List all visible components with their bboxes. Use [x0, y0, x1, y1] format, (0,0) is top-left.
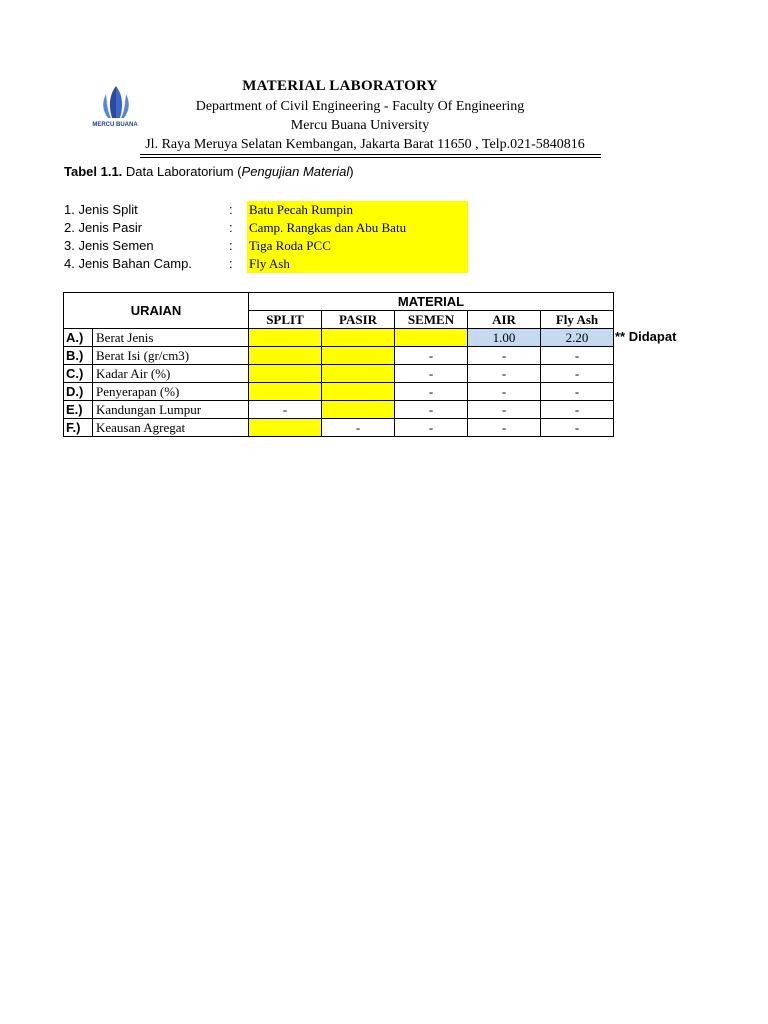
value-cell[interactable]: -: [395, 401, 468, 419]
col-header-air: AIR: [468, 311, 541, 329]
col-header-pasir: PASIR: [322, 311, 395, 329]
row-code: A.): [64, 329, 93, 347]
value-cell[interactable]: -: [541, 401, 614, 419]
input-cell[interactable]: [322, 329, 395, 347]
given-value-cell[interactable]: 2.20: [541, 329, 614, 347]
spec-label: 2. Jenis Pasir: [64, 220, 143, 235]
value-cell[interactable]: -: [395, 365, 468, 383]
input-cell[interactable]: [249, 347, 322, 365]
value-cell[interactable]: -: [322, 419, 395, 437]
address-line: Jl. Raya Meruya Selatan Kembangan, Jakarta Barat 11650 , Telp.021-5840816: [145, 137, 585, 152]
table-row: [64, 383, 614, 401]
spec-value-cell[interactable]: Camp. Rangkas dan Abu Batu: [247, 219, 468, 237]
spec-colon: :: [229, 202, 233, 217]
table-row: [64, 419, 614, 437]
value-cell[interactable]: -: [468, 365, 541, 383]
row-name: Berat Isi (gr/cm3): [93, 347, 249, 365]
university-line: Mercu Buana University: [290, 118, 430, 133]
input-cell[interactable]: [249, 383, 322, 401]
material-header: MATERIAL: [249, 293, 614, 311]
input-cell[interactable]: [322, 383, 395, 401]
value-cell[interactable]: -: [395, 347, 468, 365]
lab-title: MATERIAL LABORATORY: [242, 78, 438, 94]
spec-value-cell[interactable]: Batu Pecah Rumpin: [247, 201, 468, 219]
value-cell[interactable]: -: [468, 347, 541, 365]
value-cell[interactable]: -: [468, 383, 541, 401]
col-header-fly-ash: Fly Ash: [541, 311, 614, 329]
input-cell[interactable]: [249, 329, 322, 347]
given-value-cell[interactable]: 1.00: [468, 329, 541, 347]
logo-text: MERCU BUANA: [92, 122, 138, 128]
input-cell[interactable]: [322, 401, 395, 419]
value-cell[interactable]: -: [468, 419, 541, 437]
value-cell[interactable]: -: [395, 383, 468, 401]
row-code: F.): [64, 419, 93, 437]
letterhead: [0, 0, 768, 160]
spec-colon: :: [229, 220, 233, 235]
department-line: Department of Civil Engineering - Faculty Of Engineering: [195, 99, 525, 114]
row-name: Keausan Agregat: [93, 419, 249, 437]
spec-label: 4. Jenis Bahan Camp.: [64, 256, 192, 271]
spec-value-cell[interactable]: Fly Ash: [247, 255, 468, 273]
spec-value-cell[interactable]: Tiga Roda PCC: [247, 237, 468, 255]
uraian-header: URAIAN: [64, 293, 249, 329]
row-code: B.): [64, 347, 93, 365]
col-header-split: SPLIT: [249, 311, 322, 329]
header-rule: [140, 154, 601, 155]
header-row: [64, 293, 614, 311]
input-cell[interactable]: [249, 419, 322, 437]
row-code: D.): [64, 383, 93, 401]
table-row: [64, 365, 614, 383]
value-cell[interactable]: -: [249, 401, 322, 419]
spec-colon: :: [229, 238, 233, 253]
spec-colon: :: [229, 256, 233, 271]
row-code: C.): [64, 365, 93, 383]
value-cell[interactable]: -: [468, 401, 541, 419]
spec-label: 3. Jenis Semen: [64, 238, 154, 253]
material-table: [63, 292, 614, 437]
value-cell[interactable]: -: [541, 365, 614, 383]
input-cell[interactable]: [322, 365, 395, 383]
table-row: [64, 401, 614, 419]
row-code: E.): [64, 401, 93, 419]
table-row: [64, 329, 614, 347]
row-name: Kandungan Lumpur: [93, 401, 249, 419]
row-name: Berat Jenis: [93, 329, 249, 347]
value-cell[interactable]: -: [541, 347, 614, 365]
value-cell[interactable]: -: [541, 419, 614, 437]
table-row: [64, 347, 614, 365]
spec-label: 1. Jenis Split: [64, 202, 138, 217]
row-name: Penyerapan (%): [93, 383, 249, 401]
value-cell[interactable]: -: [395, 419, 468, 437]
input-cell[interactable]: [249, 365, 322, 383]
col-header-semen: SEMEN: [395, 311, 468, 329]
given-note: ** Didapat: [615, 329, 677, 344]
value-cell[interactable]: -: [541, 383, 614, 401]
row-name: Kadar Air (%): [93, 365, 249, 383]
table-title: Tabel 1.1. Data Laboratorium (Pengujian Material): [64, 164, 354, 179]
header-rule: [140, 157, 601, 158]
input-cell[interactable]: [322, 347, 395, 365]
input-cell[interactable]: [395, 329, 468, 347]
